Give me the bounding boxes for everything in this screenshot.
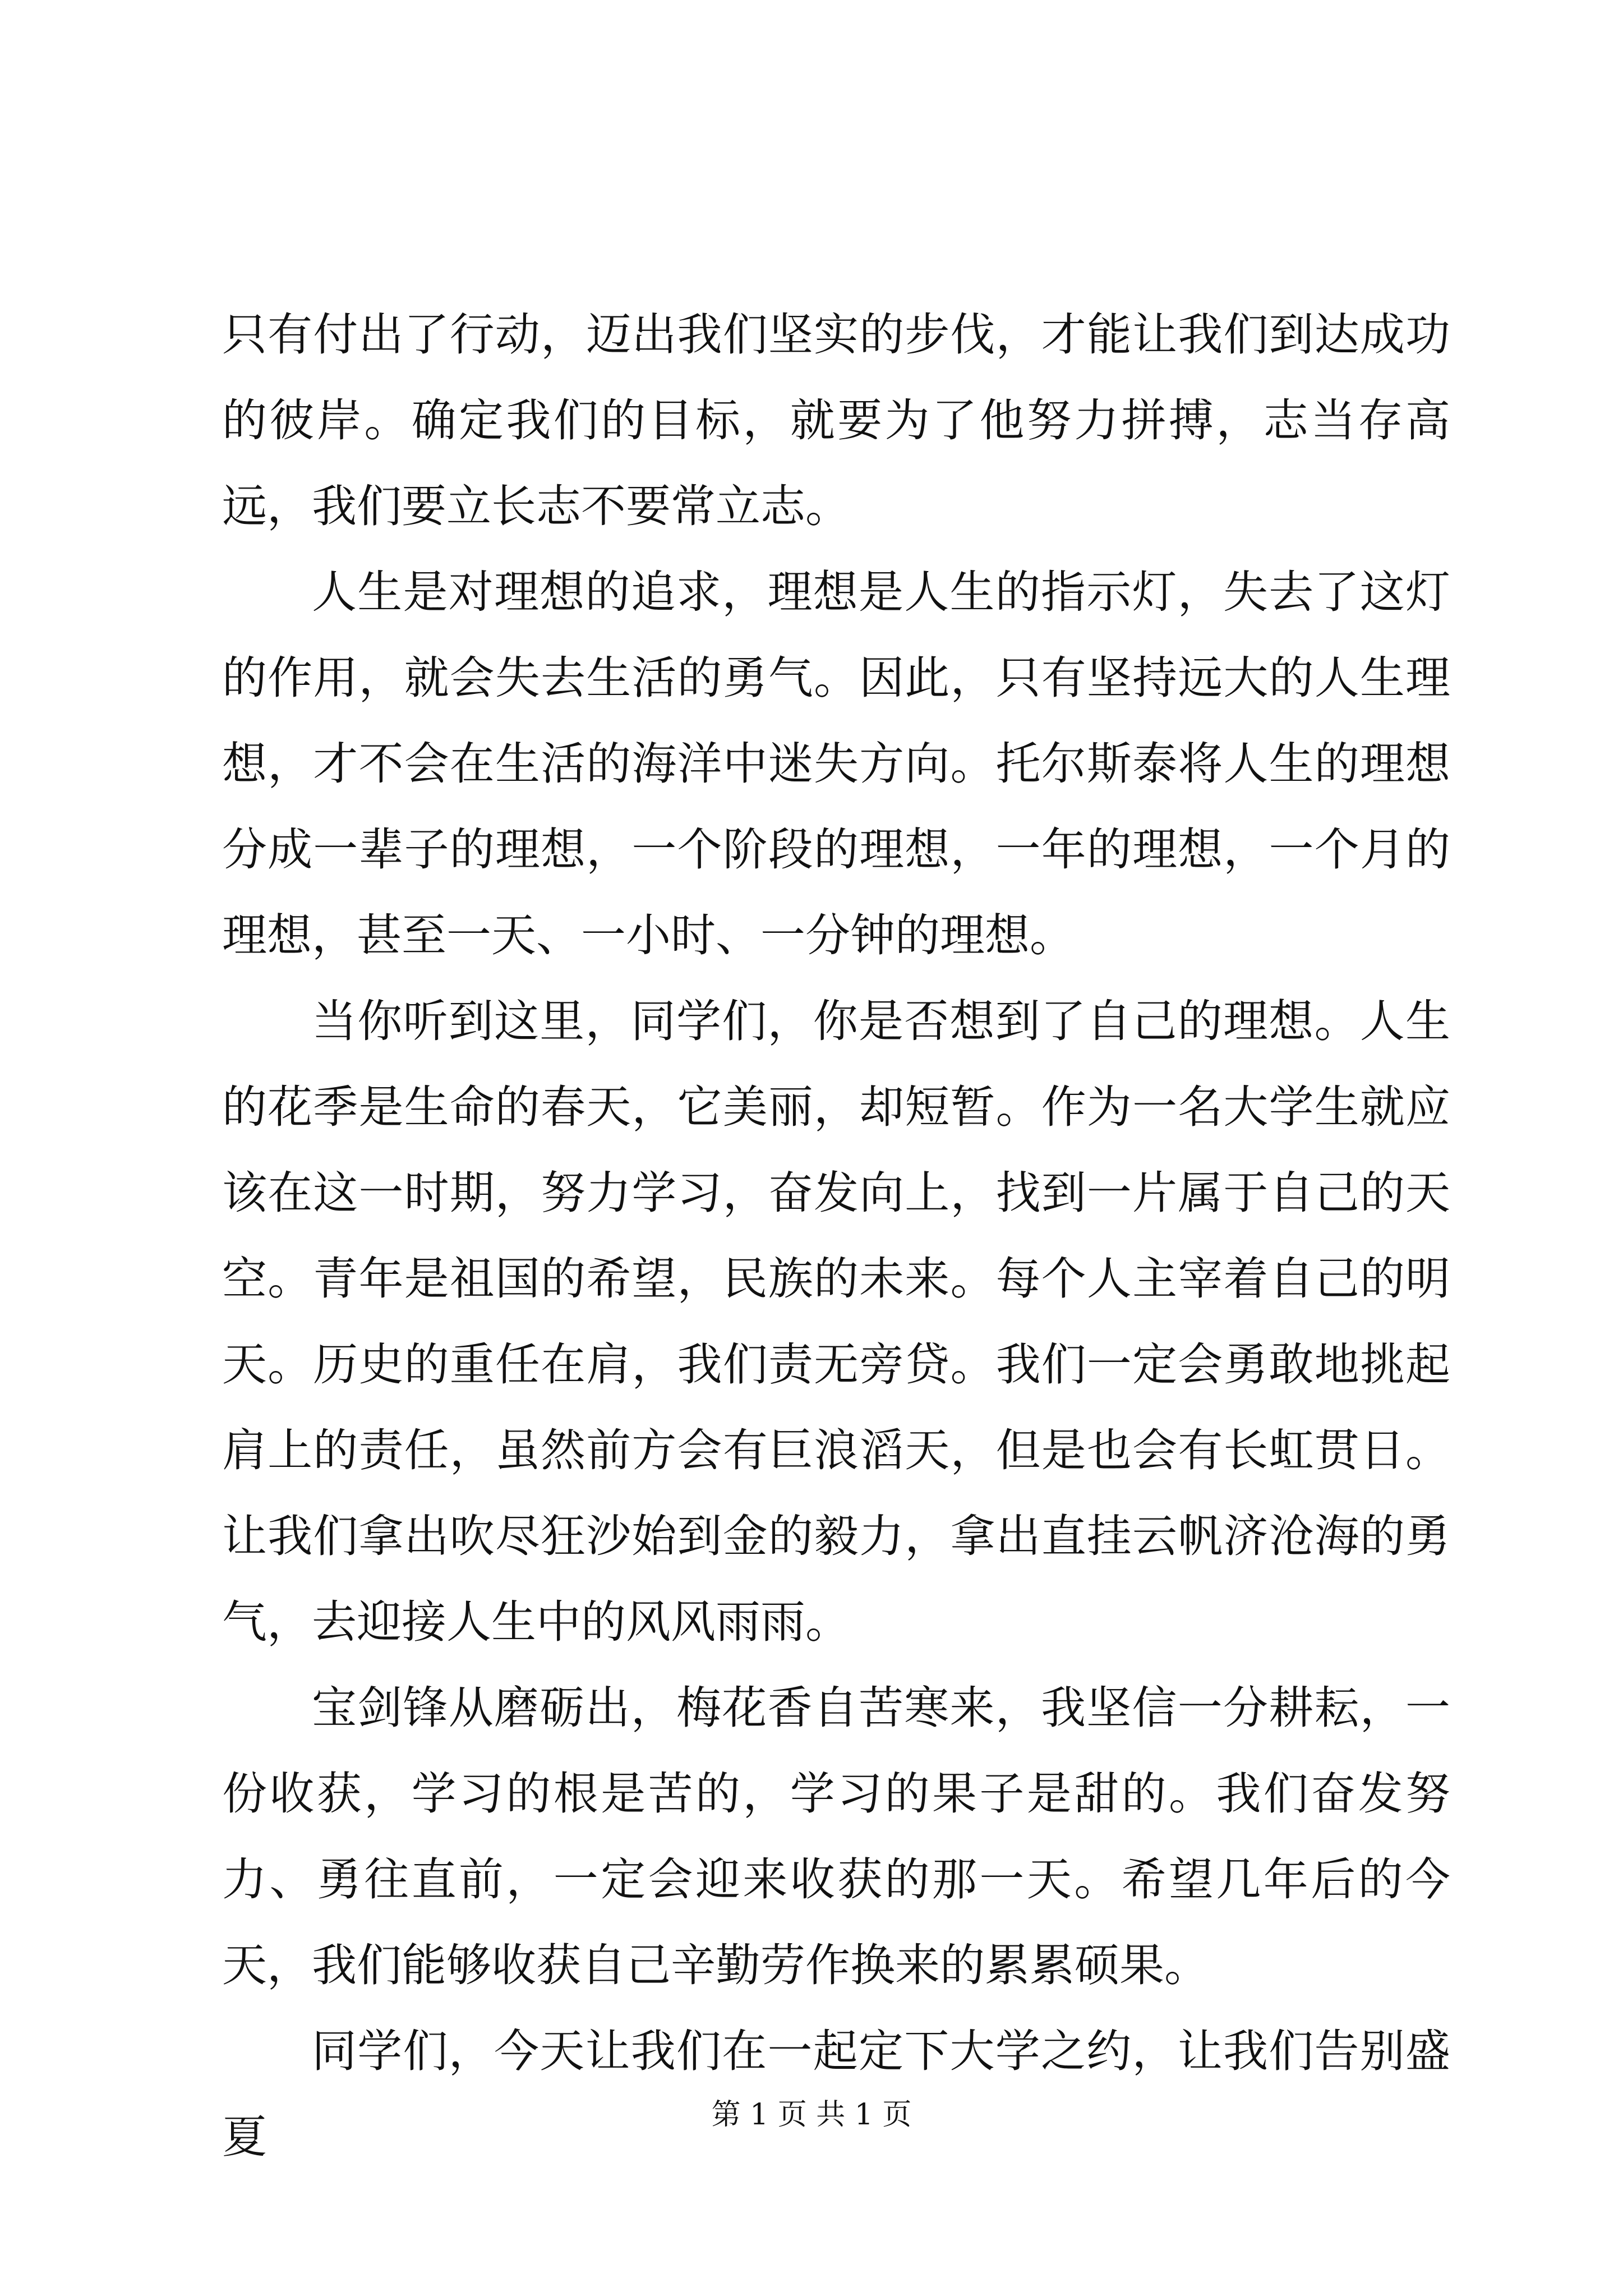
page-footer: 第 1 页 共 1 页 <box>711 2098 912 2132</box>
paragraph-5: 同学们，今天让我们在一起定下大学之约，让我们告别盛夏 <box>222 2025 1450 2163</box>
paragraph-2: 人生是对理想的追求，理想是人生的指示灯，失去了这灯的作用，就会失去生活的勇气。因此，只有坚持远大的人生理想，才不会在生活的海洋中迷失方向。托尔斯泰将人生的理想分成一辈子的理想，一个阶段的理想，一年的理想，一个月的理想，甚至一天、一小时、一分钟的理想。 <box>222 566 1450 961</box>
paragraph-4: 宝剑锋从磨砺出，梅花香自苦寒来，我坚信一分耕耘，一份收获，学习的根是苦的，学习的果子是甜的。我们奋发努力、勇往直前，一定会迎来收获的那一天。希望几年后的今天，我们能够收获自己辛勤劳作换来的累累硕果。 <box>222 1682 1450 1991</box>
body-text <box>222 292 1450 2180</box>
paragraph-1: 只有付出了行动，迈出我们坚实的步伐，才能让我们到达成功的彼岸。确定我们的目标，就要为了他努力拼搏，志当存高远，我们要立长志不要常立志。 <box>222 309 1450 532</box>
paragraph-3: 当你听到这里，同学们，你是否想到了自己的理想。人生的花季是生命的春天，它美丽，却短暂。作为一名大学生就应该在这一时期，努力学习，奋发向上，找到一片属于自己的天空。青年是祖国的希望，民族的未来。每个人主宰着自己的明天。历史的重任在肩，我们责无旁贷。我们一定会勇敢地挑起肩上的责任，虽然前方会有巨浪滔天，但是也会有长虹贯日。让我们拿出吹尽狂沙始到金的毅力，拿出直挂云帆济沧海的勇气，去迎接人生中的风风雨雨。 <box>222 995 1450 1648</box>
